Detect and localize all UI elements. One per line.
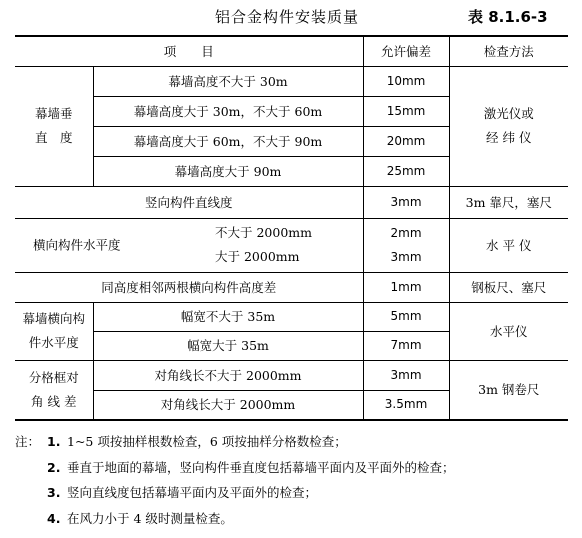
item-cell: 幅宽大于 35m — [93, 331, 363, 360]
table-notes — [15, 429, 575, 531]
quality-table — [15, 35, 568, 421]
item-cell: 对角线长大于 2000mm — [93, 390, 363, 420]
tolerance-cell: 3.5mm — [363, 390, 449, 420]
tolerance-cell: 1mm — [363, 272, 449, 302]
note-item: 3. 竖向直线度包括幕墙平面内及平面外的检查； — [47, 485, 318, 500]
table-number: 表 8.1.6-3 — [468, 8, 548, 26]
item-cell: 幕墙高度大于 90m — [93, 156, 363, 186]
table-row — [15, 66, 568, 96]
tolerance-cell: 7mm — [363, 331, 449, 360]
tolerance-cell: 15mm — [363, 96, 449, 126]
tolerance-cell: 10mm — [363, 66, 449, 96]
table-title-bar — [0, 6, 582, 28]
method-cell: 激光仪或 经 纬 仪 — [449, 66, 568, 186]
table-row — [15, 360, 568, 390]
note-item: 4. 在风力小于 4 级时测量检查。 — [47, 510, 233, 526]
table-row — [15, 272, 568, 302]
item-cell: 幕墙高度大于 30m，不大于 60m — [93, 96, 363, 126]
method-cell: 3m 靠尺，塞尺 — [449, 186, 568, 218]
method-cell: 3m 钢卷尺 — [449, 360, 568, 420]
method-cell: 水平仪 — [449, 302, 568, 360]
item-cell — [15, 218, 363, 272]
table-row — [15, 302, 568, 331]
item-cell: 同高度相邻两根横向构件高度差 — [15, 272, 363, 302]
tolerance-cell: 2mm 3mm — [363, 218, 449, 272]
note-item: 2. 垂直于地面的幕墙，竖向构件垂直度包括幕墙平面内及平面外的检查； — [47, 459, 455, 475]
item-cell: 幅宽不大于 35m — [93, 302, 363, 331]
group-label-diagonal: 分格框对 角 线 差 — [15, 360, 93, 420]
tolerance-cell: 20mm — [363, 126, 449, 156]
tolerance-cell: 25mm — [363, 156, 449, 186]
note-item: 注： 1. 1~5 项按抽样根数检查，6 项按抽样分格数检查； — [15, 429, 575, 455]
item-cell: 幕墙高度不大于 30m — [93, 66, 363, 96]
tolerance-cell: 3mm — [363, 186, 449, 218]
table-title: 铝合金构件安装质量 — [215, 8, 360, 26]
group-label-verticality: 幕墙垂 直 度 — [15, 66, 93, 186]
header-row — [15, 36, 568, 66]
table-row — [15, 186, 568, 218]
header-tolerance: 允许偏差 — [363, 36, 449, 66]
method-cell: 水 平 仪 — [449, 218, 568, 272]
table-row — [15, 218, 568, 272]
header-method: 检查方法 — [449, 36, 568, 66]
notes-prefix: 注： — [15, 434, 41, 449]
method-cell: 钢板尺、塞尺 — [449, 272, 568, 302]
tolerance-cell: 3mm — [363, 360, 449, 390]
group-label-horizontal-members: 幕墙横向构 件水平度 — [15, 302, 93, 360]
item-cell: 竖向构件直线度 — [15, 186, 363, 218]
item-cell: 幕墙高度大于 60m，不大于 90m — [93, 126, 363, 156]
horizontal-sub2: 大于 2000mm — [215, 249, 300, 264]
horizontal-label: 横向构件水平度 — [33, 237, 121, 253]
tolerance-cell: 5mm — [363, 302, 449, 331]
header-item: 项 目 — [15, 36, 363, 66]
horizontal-sub1: 不大于 2000mm — [215, 225, 312, 240]
item-cell: 对角线长不大于 2000mm — [93, 360, 363, 390]
